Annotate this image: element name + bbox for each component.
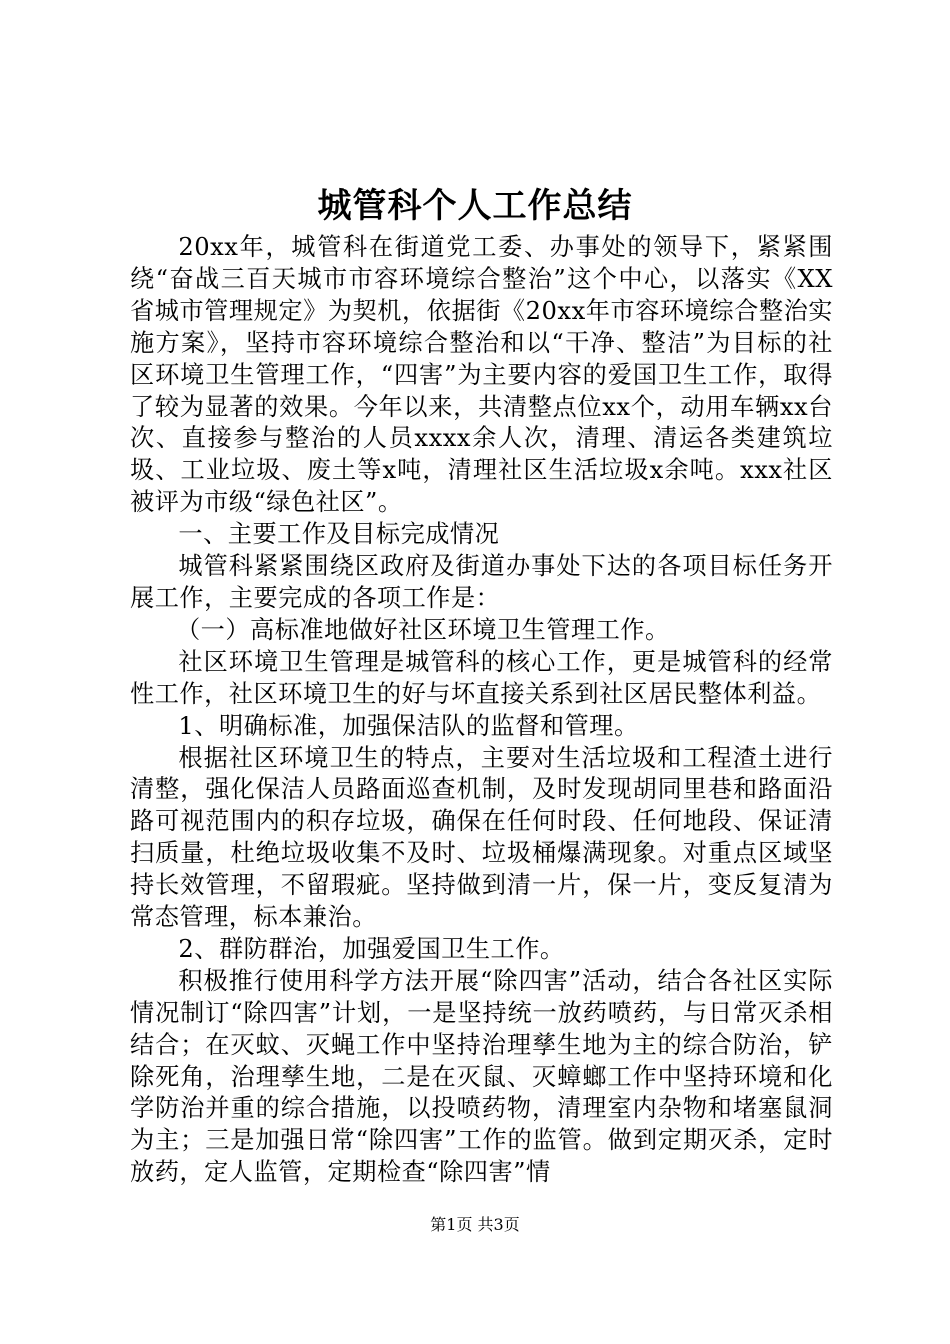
item-heading-1: 1、明确标准，加强保洁队的监督和管理。 [178,711,639,740]
item-2-paragraph: 积极推行使用科学方法开展“除四害”活动，结合各社区实际情况制订“除四害”计划，一是坚持统一放药喷药，与日常灭杀相结合；在灭蚊、灭蝇工作中坚持治理孳生地为主的综合防治，铲除死角，治理孳生地，二是在灭鼠、灭蟑螂工作中坚持环境和化学防治并重的综合措施，以投喷药物，清理室内杂物和堵塞鼠洞为主；三是加强日常“除四害”工作的监管。做到定期灭杀，定时放药，定人监管，定期检查“除四害”情 [130,966,833,1187]
document-title: 城管科个人工作总结 [317,186,633,226]
item-heading-2: 2、群防群治，加强爱国卫生工作。 [178,934,565,963]
subsection-1-paragraph: 社区环境卫生管理是城管科的核心工作，更是城管科的经常性工作，社区环境卫生的好与坏直接关系到社区居民整体利益。 [130,647,833,708]
document-body [130,232,833,1189]
section-heading-1: 一、主要工作及目标完成情况 [178,520,500,549]
section-1-paragraph: 城管科紧紧围绕区政府及街道办事处下达的各项目标任务开展工作，主要完成的各项工作是： [130,552,833,612]
item-1-paragraph: 根据社区环境卫生的特点，主要对生活垃圾和工程渣土进行清整，强化保洁人员路面巡查机制，及时发现胡同里巷和路面沿路可视范围内的积存垃圾，确保在任何时段、任何地段、保证清扫质量，杜绝垃圾收集不及时、垃圾桶爆满现象。对重点区域坚持长效管理，不留瑕疵。坚持做到清一片，保一片，变反复清为常态管理，标本兼治。 [130,743,833,932]
intro-paragraph: 20xx年，城管科在街道党工委、办事处的领导下，紧紧围绕“奋战三百天城市市容环境综合整治”这个中心，以落实《XX省城市管理规定》为契机，依据街《20xx年市容环境综合整治实施方案》，坚持市容环境综合整治和以“干净、整洁”为目标的社区环境卫生管理工作，“四害”为主要内容的爱国卫生工作，取得了较为显著的效果。今年以来，共清整点位xx个，动用车辆xx台次、直接参与整治的人员xxxx余人次，清理、清运各类建筑垃圾、工业垃圾、废土等x吨，清理社区生活垃圾x余吨。xxx社区被评为市级“绿色社区”。 [130,233,833,517]
page-footer: 第1页 共3页 [430,1215,520,1234]
subsection-heading-1: （一）高标准地做好社区环境卫生管理工作。 [175,615,670,644]
